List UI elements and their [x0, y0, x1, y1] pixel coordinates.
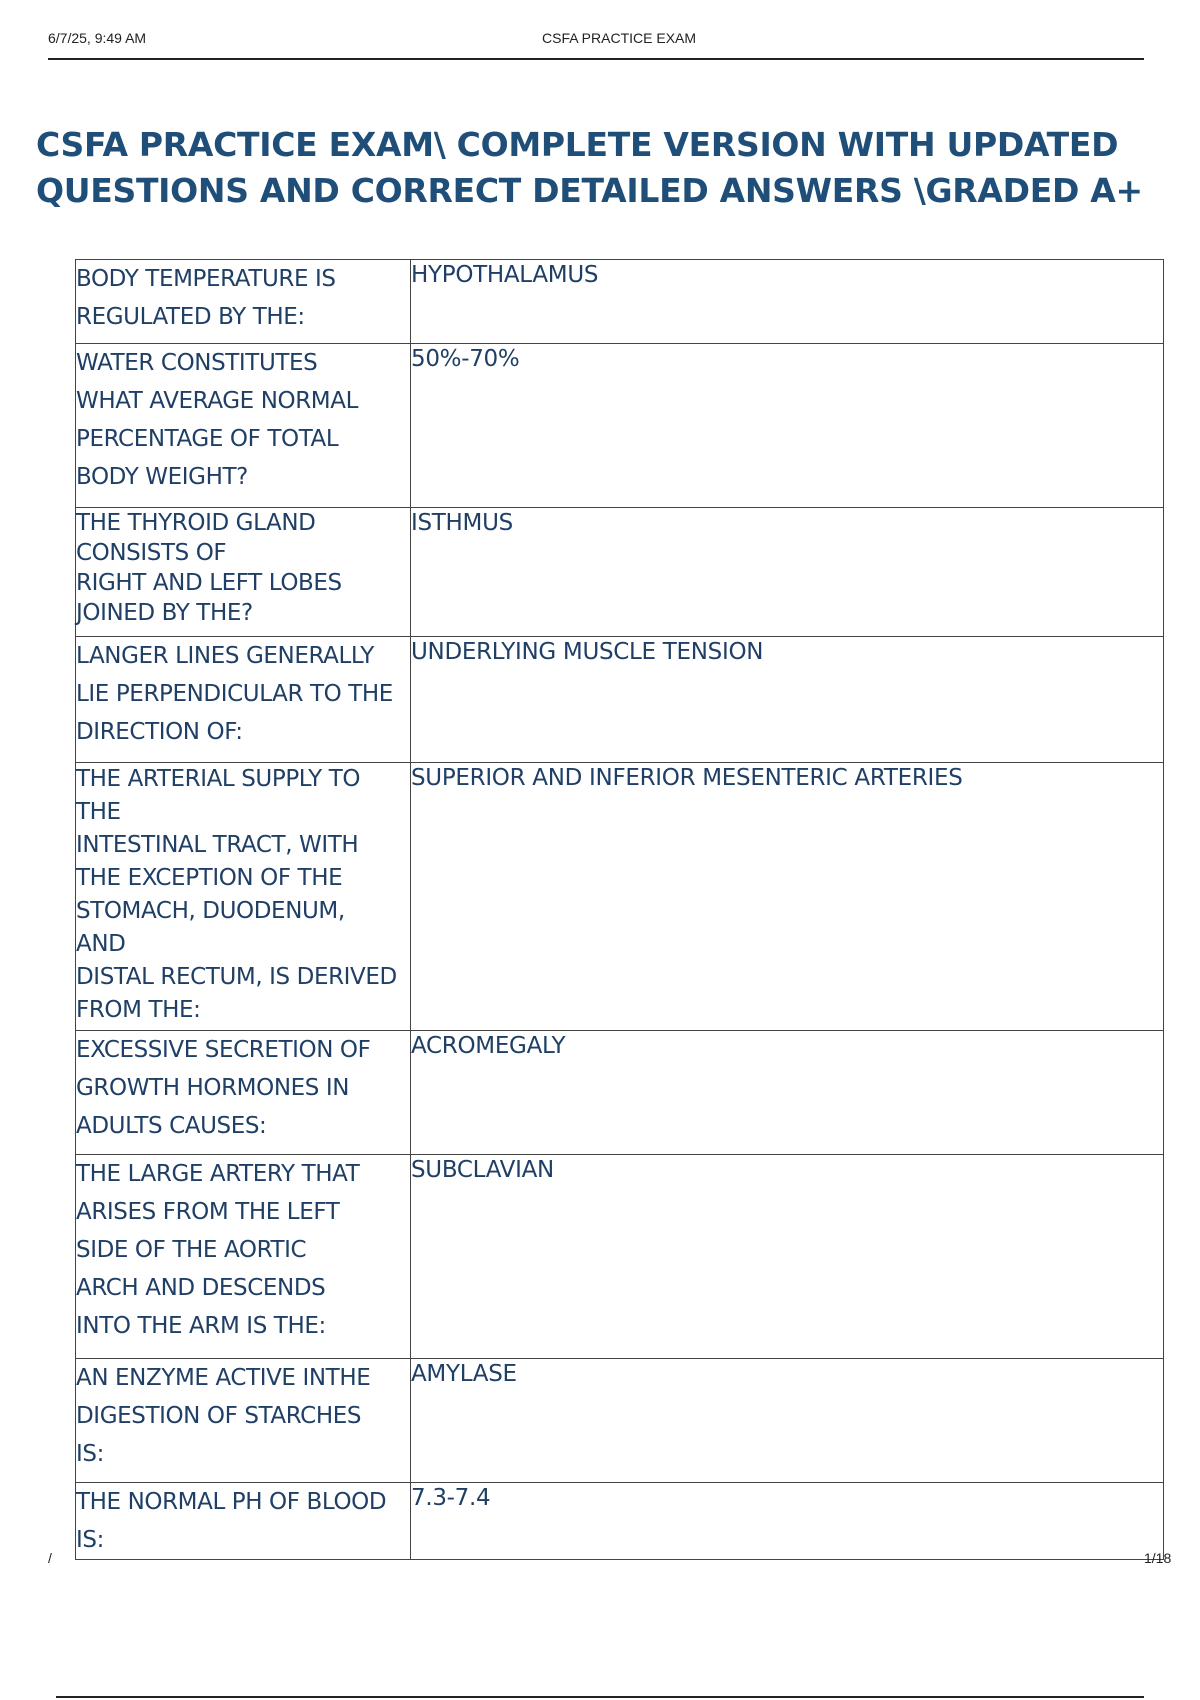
question-cell: [76, 1359, 411, 1483]
question-line: AN ENZYME ACTIVE INTHE: [76, 1365, 371, 1391]
qa-table-body: [76, 260, 1164, 1560]
page-number: 1/18: [1144, 1550, 1172, 1566]
question-line: IS:: [76, 1527, 104, 1553]
qa-row: [76, 508, 1164, 637]
qa-row: [76, 1359, 1164, 1483]
answer-cell: SUPERIOR AND INFERIOR MESENTERIC ARTERIES: [411, 763, 1164, 1031]
answer-cell: ISTHMUS: [411, 508, 1164, 637]
qa-row: [76, 1483, 1164, 1560]
qa-row: [76, 260, 1164, 344]
question-line: CONSISTS OF: [76, 540, 227, 566]
question-line: BODY WEIGHT?: [76, 464, 248, 490]
qa-row: [76, 1031, 1164, 1155]
question-line: LANGER LINES GENERALLY: [76, 643, 374, 669]
question-line: RIGHT AND LEFT LOBES: [76, 570, 342, 596]
question-cell: [76, 763, 411, 1031]
answer-cell: ACROMEGALY: [411, 1031, 1164, 1155]
question-line: JOINED BY THE?: [76, 600, 253, 626]
question-cell: [76, 1483, 411, 1560]
document-title-line-1: CSFA PRACTICE EXAM\ COMPLETE VERSION WITH UPDATED: [36, 125, 1119, 164]
question-line: THE THYROID GLAND: [76, 510, 316, 536]
qa-table: [75, 259, 1164, 1560]
document-title: [36, 122, 1176, 214]
question-line: IS:: [76, 1441, 104, 1467]
question-line: EXCESSIVE SECRETION OF: [76, 1037, 371, 1063]
bottom-rule: [56, 1696, 1144, 1698]
question-line: ARISES FROM THE LEFT: [76, 1199, 340, 1225]
question-cell: [76, 508, 411, 637]
question-line: STOMACH, DUODENUM,: [76, 898, 345, 924]
question-line: THE: [76, 799, 121, 825]
qa-row: [76, 344, 1164, 508]
qa-row: [76, 637, 1164, 763]
question-cell: [76, 260, 411, 344]
question-line: WHAT AVERAGE NORMAL: [76, 388, 359, 414]
question-line: SIDE OF THE AORTIC: [76, 1237, 307, 1263]
answer-cell: 7.3-7.4: [411, 1483, 1164, 1560]
page-header: [48, 28, 1144, 60]
question-line: THE NORMAL PH OF BLOOD: [76, 1489, 387, 1515]
document-title-line-2: QUESTIONS AND CORRECT DETAILED ANSWERS \GRADED A+: [36, 171, 1143, 210]
qa-row: [76, 763, 1164, 1031]
question-line: PERCENTAGE OF TOTAL: [76, 426, 339, 452]
footer-left: /: [48, 1550, 52, 1566]
question-line: THE LARGE ARTERY THAT: [76, 1161, 360, 1187]
question-line: ADULTS CAUSES:: [76, 1113, 267, 1139]
question-line: INTO THE ARM IS THE:: [76, 1313, 326, 1339]
question-line: DIGESTION OF STARCHES: [76, 1403, 362, 1429]
answer-cell: AMYLASE: [411, 1359, 1164, 1483]
answer-cell: SUBCLAVIAN: [411, 1155, 1164, 1359]
answer-cell: 50%-70%: [411, 344, 1164, 508]
question-line: INTESTINAL TRACT, WITH: [76, 832, 359, 858]
answer-cell: HYPOTHALAMUS: [411, 260, 1164, 344]
question-line: AND: [76, 931, 126, 957]
qa-row: [76, 1155, 1164, 1359]
question-line: GROWTH HORMONES IN: [76, 1075, 350, 1101]
question-cell: [76, 344, 411, 508]
question-line: WATER CONSTITUTES: [76, 350, 318, 376]
question-cell: [76, 1155, 411, 1359]
question-line: REGULATED BY THE:: [76, 304, 305, 330]
question-line: THE EXCEPTION OF THE: [76, 865, 343, 891]
header-title: CSFA PRACTICE EXAM: [542, 30, 697, 46]
answer-cell: UNDERLYING MUSCLE TENSION: [411, 637, 1164, 763]
question-line: THE ARTERIAL SUPPLY TO: [76, 766, 361, 792]
header-datetime: 6/7/25, 9:49 AM: [48, 30, 147, 46]
question-line: ARCH AND DESCENDS: [76, 1275, 326, 1301]
question-line: DISTAL RECTUM, IS DERIVED: [76, 964, 397, 990]
question-cell: [76, 637, 411, 763]
question-line: FROM THE:: [76, 997, 201, 1023]
question-line: LIE PERPENDICULAR TO THE: [76, 681, 393, 707]
question-cell: [76, 1031, 411, 1155]
question-line: DIRECTION OF:: [76, 719, 243, 745]
question-line: BODY TEMPERATURE IS: [76, 266, 336, 292]
